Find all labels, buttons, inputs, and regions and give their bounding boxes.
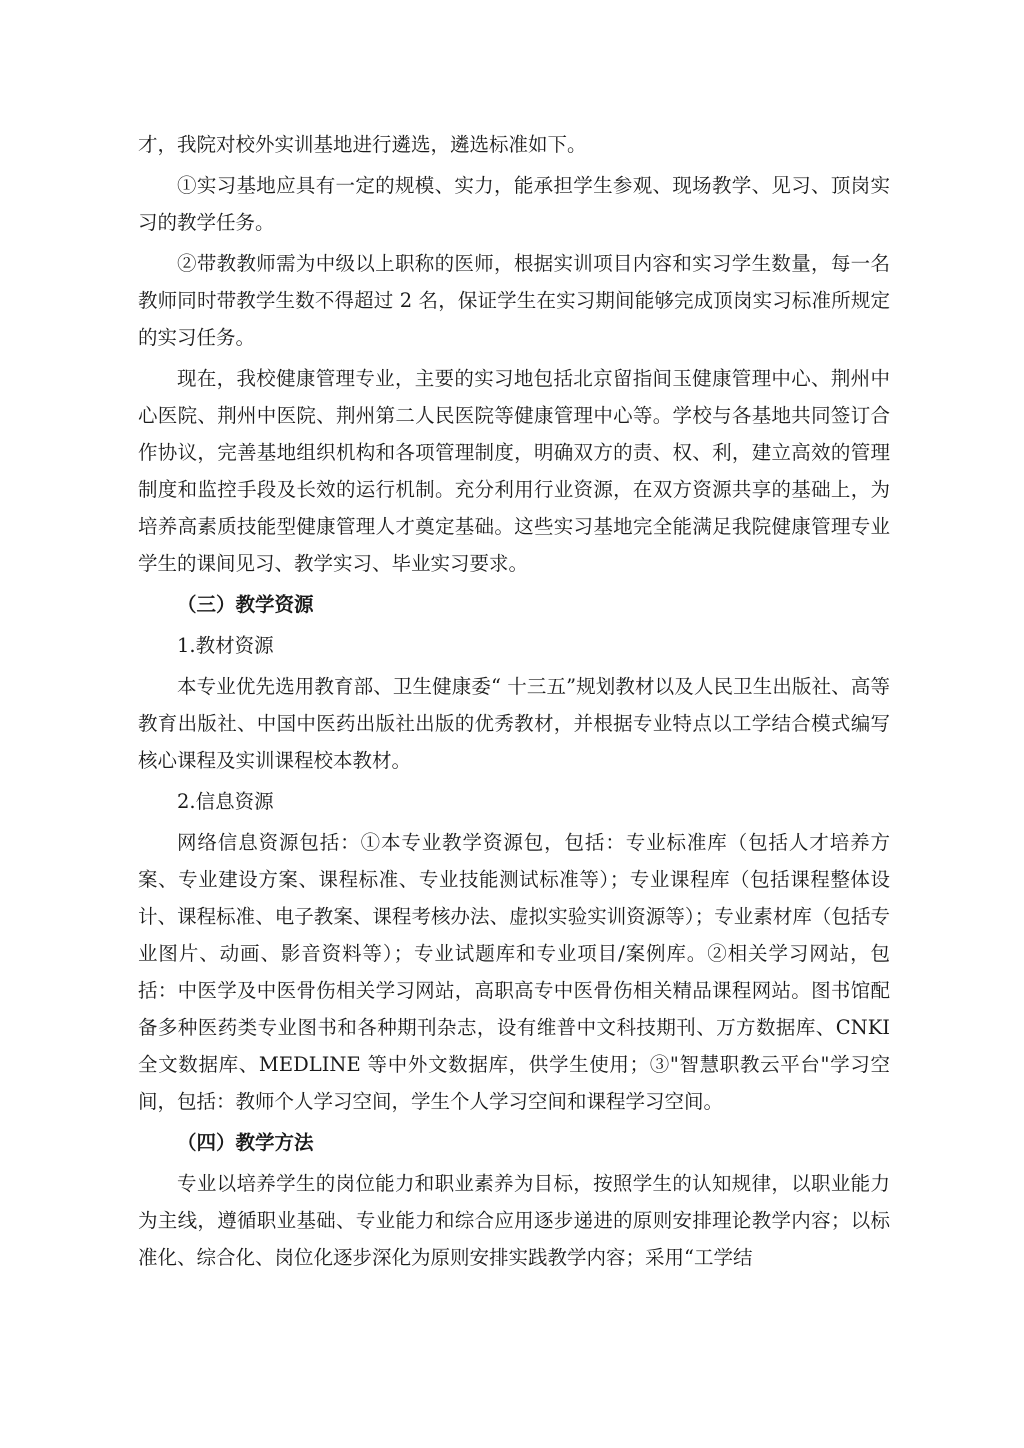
paragraph-textbooks: 本专业优先选用教育部、卫生健康委“ 十三五”规划教材以及人民卫生出版社、高等教育出版社、中国中医药出版社出版的优秀教材，并根据专业特点以工学结合模式编写核心课程及实训课程校本教材。 [138, 675, 890, 772]
section-heading-teaching-resources: （三）教学资源 [177, 593, 314, 616]
subheading-information-resources: 2.信息资源 [177, 790, 274, 813]
paragraph-teaching-methods: 专业以培养学生的岗位能力和职业素养为目标，按照学生的认知规律，以职业能力为主线，遵循职业基础、专业能力和综合应用逐步递进的原则安排理论教学内容；以标准化、综合化、岗位化逐步深化为原则安排实践教学内容；采用“工学结 [138, 1172, 890, 1269]
paragraph-practice-bases: 现在，我校健康管理专业，主要的实习地包括北京留指间玉健康管理中心、荆州中心医院、荆州中医院、荆州第二人民医院等健康管理中心等。学校与各基地共同签订合作协议，完善基地组织机构和各项管理制度，明确双方的责、权、利，建立高效的管理制度和监控手段及长效的运行机制。充分利用行业资源，在双方资源共享的基础上，为培养高素质技能型健康管理人才奠定基础。这些实习基地完全能满足我院健康管理专业学生的课间见习、教学实习、毕业实习要求。 [138, 367, 890, 575]
section-heading-teaching-methods: （四）教学方法 [177, 1131, 314, 1154]
subheading-textbook-resources: 1.教材资源 [177, 634, 274, 657]
paragraph-criterion-1: ①实习基地应具有一定的规模、实力，能承担学生参观、现场教学、见习、顶岗实习的教学任务。 [138, 174, 890, 234]
document-body [138, 126, 890, 1280]
paragraph-criterion-2: ②带教教师需为中级以上职称的医师，根据实训项目内容和实习学生数量，每一名教师同时带教学生数不得超过 2 名，保证学生在实习期间能够完成顶岗实习标准所规定的实习任务。 [138, 252, 890, 349]
paragraph-information-resources: 网络信息资源包括：①本专业教学资源包，包括：专业标准库（包括人才培养方案、专业建设方案、课程标准、专业技能测试标准等）；专业课程库（包括课程整体设计、课程标准、电子教案、课程考核办法、虚拟实验实训资源等）；专业素材库（包括专业图片、动画、影音资料等）；专业试题库和专业项目/案例库。②相关学习网站，包括：中医学及中医骨伤相关学习网站，高职高专中医骨伤相关精品课程网站。图书馆配备多种医药类专业图书和各种期刊杂志，设有维普中文科技期刊、万方数据库、CNKI 全文数据库、MEDLINE 等中外文数据库，供学生使用；③"智慧职教云平台"学习空间，包括：教师个人学习空间，学生个人学习空间和课程学习空间。 [138, 831, 890, 1113]
paragraph-selection-intro: 才，我院对校外实训基地进行遴选，遴选标准如下。 [138, 133, 587, 156]
